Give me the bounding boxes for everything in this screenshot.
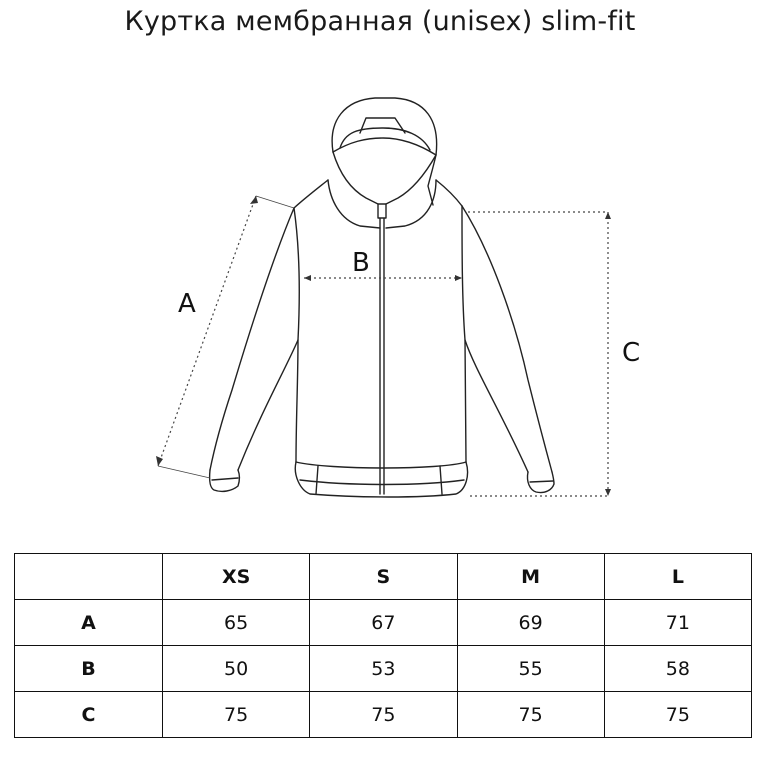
table-cell: 58 <box>604 646 751 692</box>
table-cell: 65 <box>163 600 310 646</box>
size-header-xs: XS <box>163 554 310 600</box>
table-row-c <box>15 692 752 738</box>
size-header-row <box>15 554 752 600</box>
row-label: A <box>15 600 163 646</box>
table-cell: 75 <box>310 692 457 738</box>
table-cell: 75 <box>604 692 751 738</box>
table-cell: 55 <box>457 646 604 692</box>
dimension-a-label: A <box>178 289 196 319</box>
table-row-b <box>15 646 752 692</box>
corner-cell <box>15 554 163 600</box>
dimension-b-label: B <box>352 248 370 278</box>
size-table <box>14 553 752 738</box>
row-label: B <box>15 646 163 692</box>
table-row-a <box>15 600 752 646</box>
table-cell: 75 <box>457 692 604 738</box>
row-label: C <box>15 692 163 738</box>
table-cell: 50 <box>163 646 310 692</box>
dimension-a-line <box>158 196 256 466</box>
table-cell: 75 <box>163 692 310 738</box>
table-cell: 53 <box>310 646 457 692</box>
table-cell: 67 <box>310 600 457 646</box>
table-cell: 71 <box>604 600 751 646</box>
dimension-c-label: C <box>622 338 641 368</box>
size-header-l: L <box>604 554 751 600</box>
size-header-s: S <box>310 554 457 600</box>
page-title: Куртка мембранная (unisex) slim-fit <box>124 6 636 37</box>
measurement-guides <box>158 196 608 496</box>
table-cell: 69 <box>457 600 604 646</box>
size-header-m: M <box>457 554 604 600</box>
jacket-illustration <box>210 98 554 497</box>
